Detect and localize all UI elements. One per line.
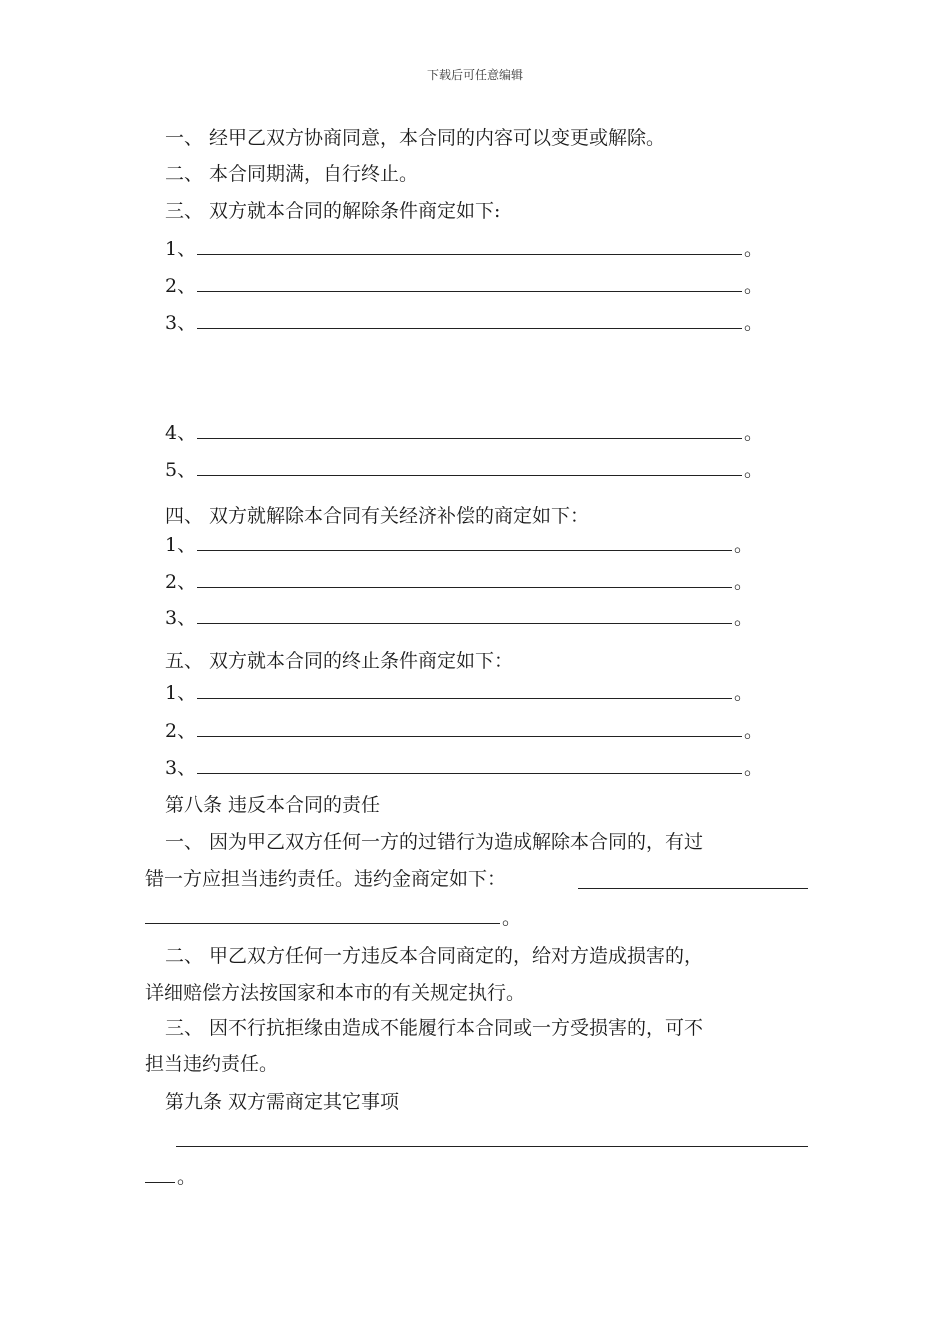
fill-in-blank[interactable] [197, 236, 742, 255]
item-number: 2、 [165, 571, 197, 593]
blank-end-mark: 。 [734, 571, 754, 593]
clause-line: 四、 双方就解除本合同有关经济补偿的商定如下： [165, 505, 590, 527]
penalty-blank-line-2: 。 [145, 905, 521, 930]
fill-in-blank[interactable] [197, 569, 732, 588]
fill-in-blank[interactable] [197, 605, 732, 624]
clause-line: 一、 经甲乙双方协商同意，本合同的内容可以变更或解除。 [165, 127, 666, 149]
blank-item [165, 718, 763, 743]
blank-end-mark: 。 [744, 275, 764, 297]
item-number: 3、 [165, 312, 197, 334]
blank-item [165, 532, 753, 557]
item-number: 1、 [165, 238, 197, 260]
page-header: 下载后可任意编辑 [426, 68, 523, 82]
fill-in-blank[interactable] [197, 273, 742, 292]
fill-in-blank[interactable] [197, 310, 742, 329]
clause-line: 五、 双方就本合同的终止条件商定如下： [165, 650, 514, 672]
blank-item [165, 457, 763, 482]
blank-end-mark: 。 [744, 312, 764, 334]
item-number: 2、 [165, 275, 197, 297]
blank-item [165, 605, 753, 630]
item-number: 5、 [165, 459, 197, 481]
blank-end-mark: 。 [744, 422, 764, 444]
blank-item [165, 680, 753, 705]
blank-item [165, 569, 753, 594]
item-number: 4、 [165, 422, 197, 444]
item-number: 2、 [165, 720, 197, 742]
other-matters-blank-line-2: 。 [145, 1164, 196, 1189]
fill-in-blank[interactable] [197, 718, 742, 737]
item-number: 1、 [165, 534, 197, 556]
blank-item [165, 310, 763, 335]
blank-item [165, 420, 763, 445]
clause-line: 三、 双方就本合同的解除条件商定如下: [165, 200, 501, 222]
fill-in-blank[interactable] [197, 680, 732, 699]
blank-end-mark: 。 [744, 720, 764, 742]
fill-in-blank[interactable] [197, 532, 732, 551]
blank-item [165, 236, 763, 261]
clause-line: 第九条 双方需商定其它事项 [165, 1091, 400, 1113]
blank-end-mark: 。 [744, 459, 764, 481]
clause-line: 详细赔偿方法按国家和本市的有关规定执行。 [145, 982, 526, 1004]
blank-end-mark: 。 [744, 757, 764, 779]
clause-line: 一、 因为甲乙双方任何一方的过错行为造成解除本合同的，有过 [165, 831, 704, 853]
fill-in-blank[interactable] [197, 457, 742, 476]
clause-line: 三、 因不行抗拒缘由造成不能履行本合同或一方受损害的，可不 [165, 1017, 704, 1039]
clause-line: 第八条 违反本合同的责任 [165, 794, 381, 816]
blank-item [165, 273, 763, 298]
fill-in-blank[interactable] [197, 420, 742, 439]
clause-line: 担当违约责任。 [145, 1053, 279, 1075]
penalty-blank-1[interactable] [578, 870, 808, 889]
blank-end-mark: 。 [744, 238, 764, 260]
other-matters-blank-2[interactable] [145, 1164, 175, 1183]
penalty-blank-2[interactable] [145, 905, 500, 924]
clause-line: 二、 甲乙双方任何一方违反本合同商定的，给对方造成损害的， [165, 945, 704, 967]
clause-line: 二、 本合同期满，自行终止。 [165, 163, 419, 185]
blank-end-mark: 。 [734, 682, 754, 704]
blank-end-mark: 。 [734, 534, 754, 556]
item-number: 1、 [165, 682, 197, 704]
blank-end-mark: 。 [734, 607, 754, 629]
clause-line: 错一方应担当违约责任。违约金商定如下： [145, 868, 507, 890]
item-number: 3、 [165, 757, 197, 779]
fill-in-blank[interactable] [197, 755, 742, 774]
other-matters-blank-1[interactable] [176, 1128, 808, 1147]
item-number: 3、 [165, 607, 197, 629]
blank-item [165, 755, 763, 780]
